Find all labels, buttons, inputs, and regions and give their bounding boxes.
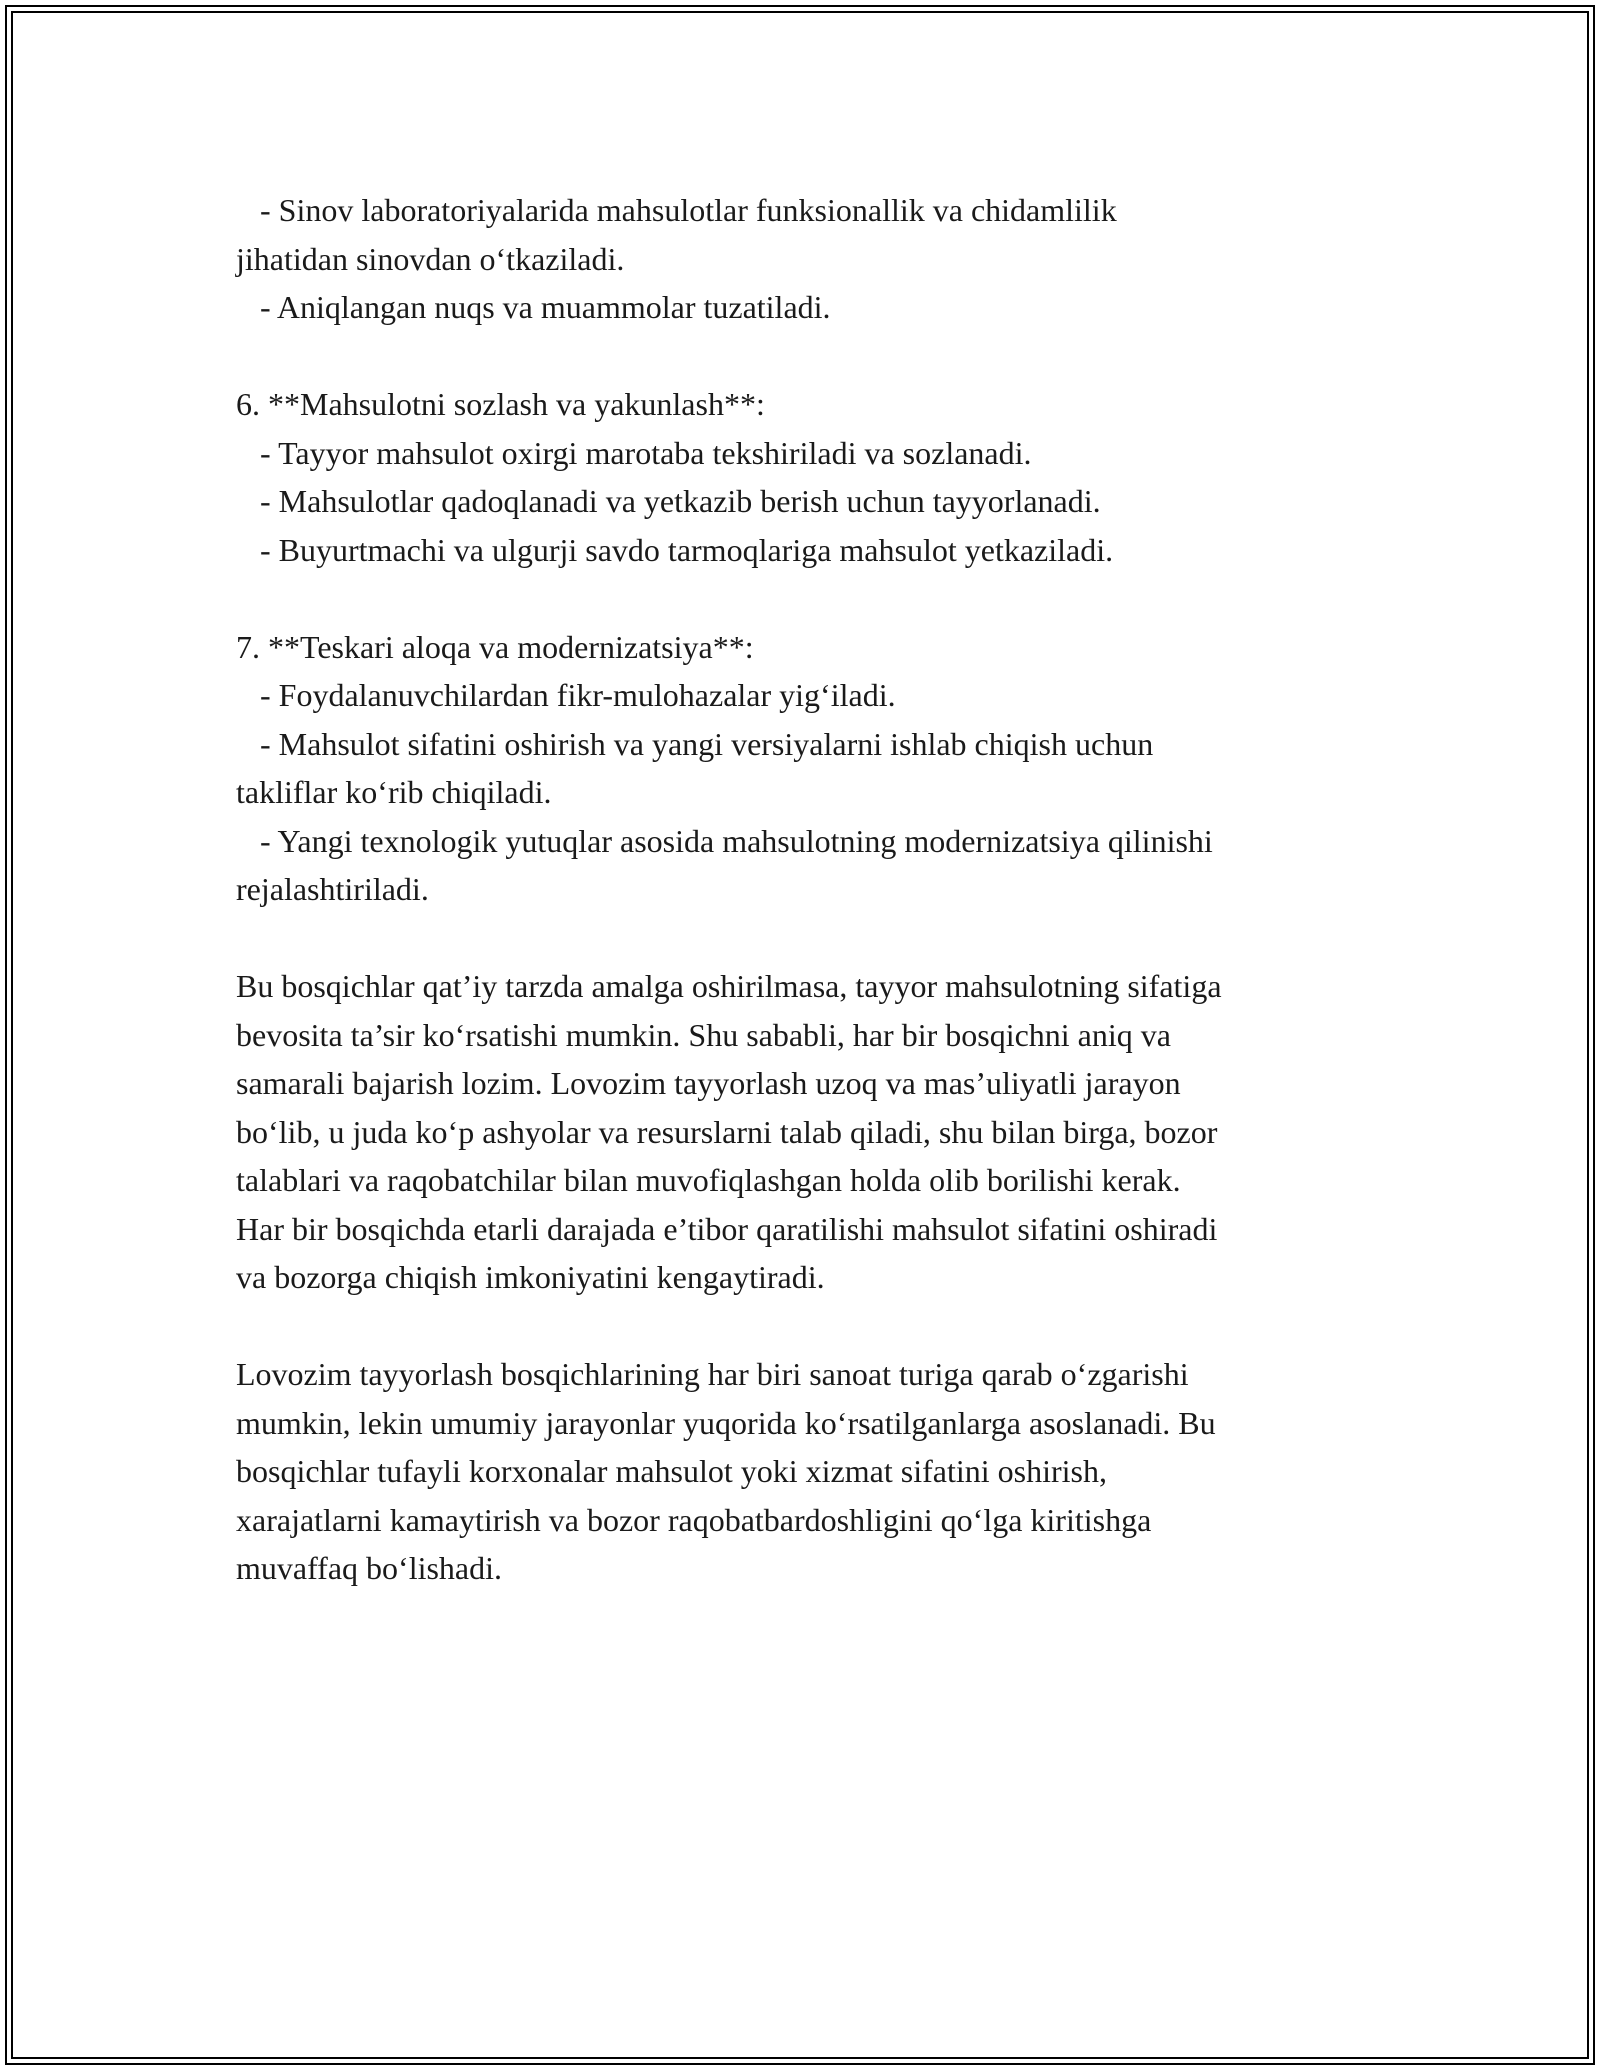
blank-line: [236, 914, 1376, 963]
section-heading-7: 7. **Teskari aloqa va modernizatsiya**:: [236, 628, 754, 665]
blank-line: [236, 574, 1376, 623]
text-line: - Buyurtmachi va ulgurji savdo tarmoqlariga mahsulot yetkaziladi.: [236, 531, 1114, 568]
paragraph-line: bosqichlar tufayli korxonalar mahsulot yoki xizmat sifatini oshirish,: [236, 1453, 1107, 1489]
document-body: [236, 186, 1376, 1593]
text-line: - Aniqlangan nuqs va muammolar tuzatiladi.: [236, 289, 831, 325]
paragraph-line: va bozorga chiqish imkoniyatini kengaytiradi.: [236, 1259, 825, 1295]
text-line: - Mahsulotlar qadoqlanadi va yetkazib berish uchun tayyorlanadi.: [236, 483, 1101, 519]
text-line: - Yangi texnologik yutuqlar asosida mahsulotning modernizatsiya qilinishi: [236, 822, 1213, 859]
text-line: - Tayyor mahsulot oxirgi marotaba tekshiriladi va sozlanadi.: [236, 434, 1032, 471]
paragraph-line: Bu bosqichlar qat’iy tarzda amalga oshirilmasa, tayyor mahsulotning sifatiga: [236, 968, 1222, 1004]
paragraph-line: bo‘lib, u juda ko‘p ashyolar va resurslarni talab qiladi, shu bilan birga, bozor: [236, 1113, 1218, 1150]
text-line: takliflar ko‘rib chiqiladi.: [236, 774, 552, 810]
paragraph-line: xarajatlarni kamaytirish va bozor raqobatbardoshligini qo‘lga kiritishga: [236, 1501, 1152, 1538]
paragraph-line: talablari va raqobatchilar bilan muvofiqlashgan holda olib borilishi kerak.: [236, 1162, 1181, 1198]
paragraph-line: Har bir bosqichda etarli darajada e’tibor qaratilishi mahsulot sifatini oshiradi: [236, 1210, 1218, 1247]
text-line: - Mahsulot sifatini oshirish va yangi versiyalarni ishlab chiqish uchun: [236, 725, 1154, 762]
paragraph-line: muvaffaq bo‘lishadi.: [236, 1550, 503, 1586]
paragraph-line: mumkin, lekin umumiy jarayonlar yuqorida ko‘rsatilganlarga asoslanadi. Bu: [236, 1404, 1216, 1441]
text-line: jihatidan sinovdan o‘tkaziladi.: [236, 240, 625, 277]
paragraph-line: Lovozim tayyorlash bosqichlarining har biri sanoat turiga qarab o‘zgarishi: [236, 1356, 1189, 1392]
paragraph-line: bevosita ta’sir ko‘rsatishi mumkin. Shu sababli, har bir bosqichni aniq va: [236, 1016, 1171, 1053]
blank-line: [236, 1302, 1376, 1351]
text-line: - Foydalanuvchilardan fikr-mulohazalar yig‘iladi.: [236, 677, 896, 713]
paragraph-line: samarali bajarish lozim. Lovozim tayyorlash uzoq va mas’uliyatli jarayon: [236, 1065, 1181, 1101]
blank-line: [236, 332, 1376, 381]
section-heading-6: 6. **Mahsulotni sozlash va yakunlash**:: [236, 386, 765, 422]
text-line: rejalashtiriladi.: [236, 871, 429, 907]
text-line: - Sinov laboratoriyalarida mahsulotlar funksionallik va chidamlilik: [236, 192, 1117, 228]
